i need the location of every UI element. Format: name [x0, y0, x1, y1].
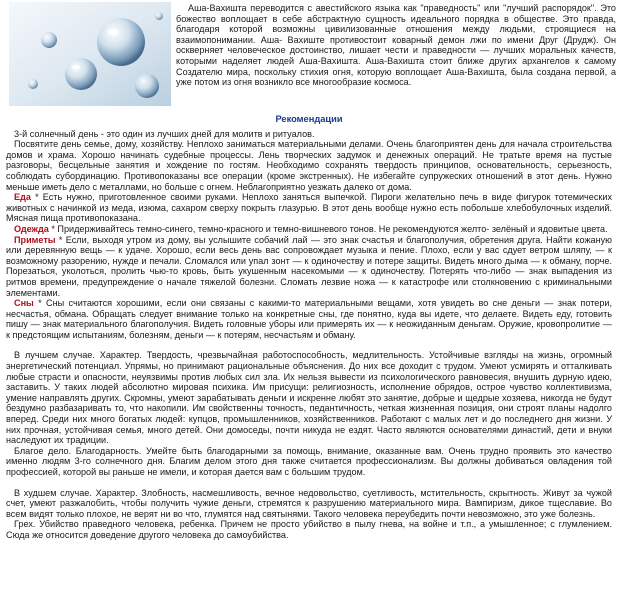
recommendations-block: [6, 129, 612, 341]
rec-omens: [6, 235, 612, 299]
worst-case-paragraph: В худшем случае. Характер. Злобность, насмешливость, вечное недовольство, суетливость, мстительность, скрытность. Живут за чужой счет, умеют разжалобить, чтобы получить чужие деньги, стремятся к разрушению материального мира. Вампиризм, дикое тщеславие. Во всем видят только плохое, не верят ни во что, глумятся над святынями. Такого человека переубедить почти невозможно, это уже болезнь.: [6, 487, 612, 519]
rec-food: [6, 192, 612, 224]
best-case-paragraph: В лучшем случае. Характер. Твердость, чрезвычайная работоспособность, медлительность. Устойчивые взгляды на жизнь, огромный энергетический потенциал. Упрямы, но принимают рациональные объяснения. До них все доходит с трудом. Умеют усмирять и отталкивать любые страсти и опасности, неуязвимы против любых сил зла. Их нельзя вывести из психологического равновесия, внушить дурную идею, заставить. У таких людей абсолютно мировая психика. Им присущи: религиозность, исполнение обрядов, острое чувство коллективизма, умение направлять других. Скромны, умеют зарабатывать деньги и искренне любят это занятие, добрые и щедрые хозяева, никогда не будут бездумно разбазаривать то, что накопили. Им свойственны точность, педантичность, четкая жизненная позиция, они строят планы надолго вперед. Среди них много богатых людей: купцов, промышленников, хозяйственников. Работают с малых лет и до последнего дня жизни. У них прочная, устойчивая семья, много детей. Они домоседы, почти никуда не ездят. Часто являются основателями династий, дети и внуки наследуют их традиции.: [6, 350, 612, 446]
intro-paragraph: Аша-Вахишта переводится с авестийского языка как "праведность" или "лучший распорядок". Это божество воплощает в себе абстрактную сущность идеального порядка в обществе. Это правда, благодаря которой возможны цивилизованные отношения между людьми, строящиеся на взаимопонимании. Аша- Вахиште противостоит коварный демон лжи по имени Друг (Друдж). Он оскверняет человеческое достоинство, лишает чести и праведности — лучших моральных качеств, которыми наделяет людей Аша-Вахишта. Аша-Вахишта стоит ближе других архангелов к самому Создателю мира, поскольку стихия огня, которую воплощает Аша-Вахишта, была создана первой, а уже потом из огня возникло все многообразие космоса.: [176, 3, 616, 88]
good-deed-paragraph: Благое дело. Благодарность. Умейте быть благодарными за помощь, внимание, оказанные вам. Очень трудно проявить это качество именно людям 3-го солнечного дня. Благим делом этого дня также считается профессионализм. Вы должны добиваться овладения той профессией, которой вы раньше не имели, и которая дается вам с большим трудом.: [6, 445, 612, 477]
clothes-text: * Придерживайтесь темно-синего, темно-красного и темно-вишневого тонов. Не рекомендуются желто- зелёный и ядовитые цвета.: [48, 223, 608, 234]
rec-dreams: [6, 298, 612, 340]
rec-activities: Посвятите день семье, дому, хозяйству. Неплохо заниматься материальными делами. Очень благоприятен день для начала строительства домов и храма. Хорошо начинать судебные процессы. Лень творческих задумок и денежных операций. Не тратьте время на пустые разговоры, бесцельные занятия и хождение по гостям. Необходимо сохранять твердость принципов, основательность, серьезность, соблюдать субординацию. Противопоказаны все операции (кроме экстренных). Не избегайте супружеских отношений в этот день. Нужно меньше иметь дело с металлами, но больше с огнем. Неблагоприятно уезжать далеко от дома.: [6, 139, 612, 192]
omens-text: * Если, выходя утром из дому, вы услышите собачий лай — это знак счастья и благополучия, обретения друга. Найти кожаную или деревянную вещь — к удаче. Хорошо, если весь день вас сопровождает музыка и пение. Плохо, если у вас сдует ветром шляпу, — к возможному разорению, нужде и печали. Сломался или упал зонт — к одиночеству и потере защиты. Видеть много дыма — к обману, порче. Порезаться, уколоться, пролить чью-то кровь, быть укушенным насекомыми — к одиночеству. Потерять что-либо — знак выпадения из ритмов времени, предупреждение о начале тяжелой болезни. Сломать лезвие ножа — к катастрофе или столкновению с криминальными элементами.: [6, 234, 612, 298]
omens-label: Приметы: [14, 234, 56, 245]
rec-day: 3-й солнечный день - это один из лучших дней для молитв и ритуалов.: [14, 128, 315, 139]
character-section: [6, 350, 612, 477]
worst-section: [6, 488, 612, 541]
glass-spheres-image: [9, 2, 171, 106]
rec-clothes: [6, 224, 612, 235]
dreams-text: * Сны считаются хорошими, если они связаны с какими-то материальными вещами, хотя увидеть во сне деньги — знак потери, несчастья, обмана. Обращать следует внимание только на конкретные сны, где понятно, куда вы идете, что делаете. Видеть еду, готовить пишу — знак материального благополучия. Видеть головные уборы или примерять их — к неожиданным деньгам. Оружие, кровопролитие — к предстоящим испытаниям, болезням, деньги — к потерям, несчастьям и обману.: [6, 298, 612, 340]
dreams-label: Сны: [14, 298, 34, 309]
recommendations-heading: Рекомендации: [275, 114, 343, 124]
clothes-label: Одежда: [14, 223, 49, 234]
header-section: [6, 0, 616, 108]
sin-paragraph: Грех. Убийство праведного человека, ребенка. Причем не просто убийство в пылу гнева, на войне и т.п., а умышленное; с глумлением. Сюда же относится доведение другого человека до самоубийства.: [6, 519, 612, 540]
intro-text: [176, 3, 616, 88]
food-text: * Есть нужно, приготовленное своими руками. Неплохо заняться выпечкой. Пироги желательно печь в виде фигурок тотемических животных с начинкой из меда, изюма, сахаром сверху покрыть глазурью. В этот день вообще нужно есть побольше хлебобулочных изделий. Мясная пища противопоказана.: [6, 192, 612, 224]
food-label: Еда: [14, 192, 31, 203]
